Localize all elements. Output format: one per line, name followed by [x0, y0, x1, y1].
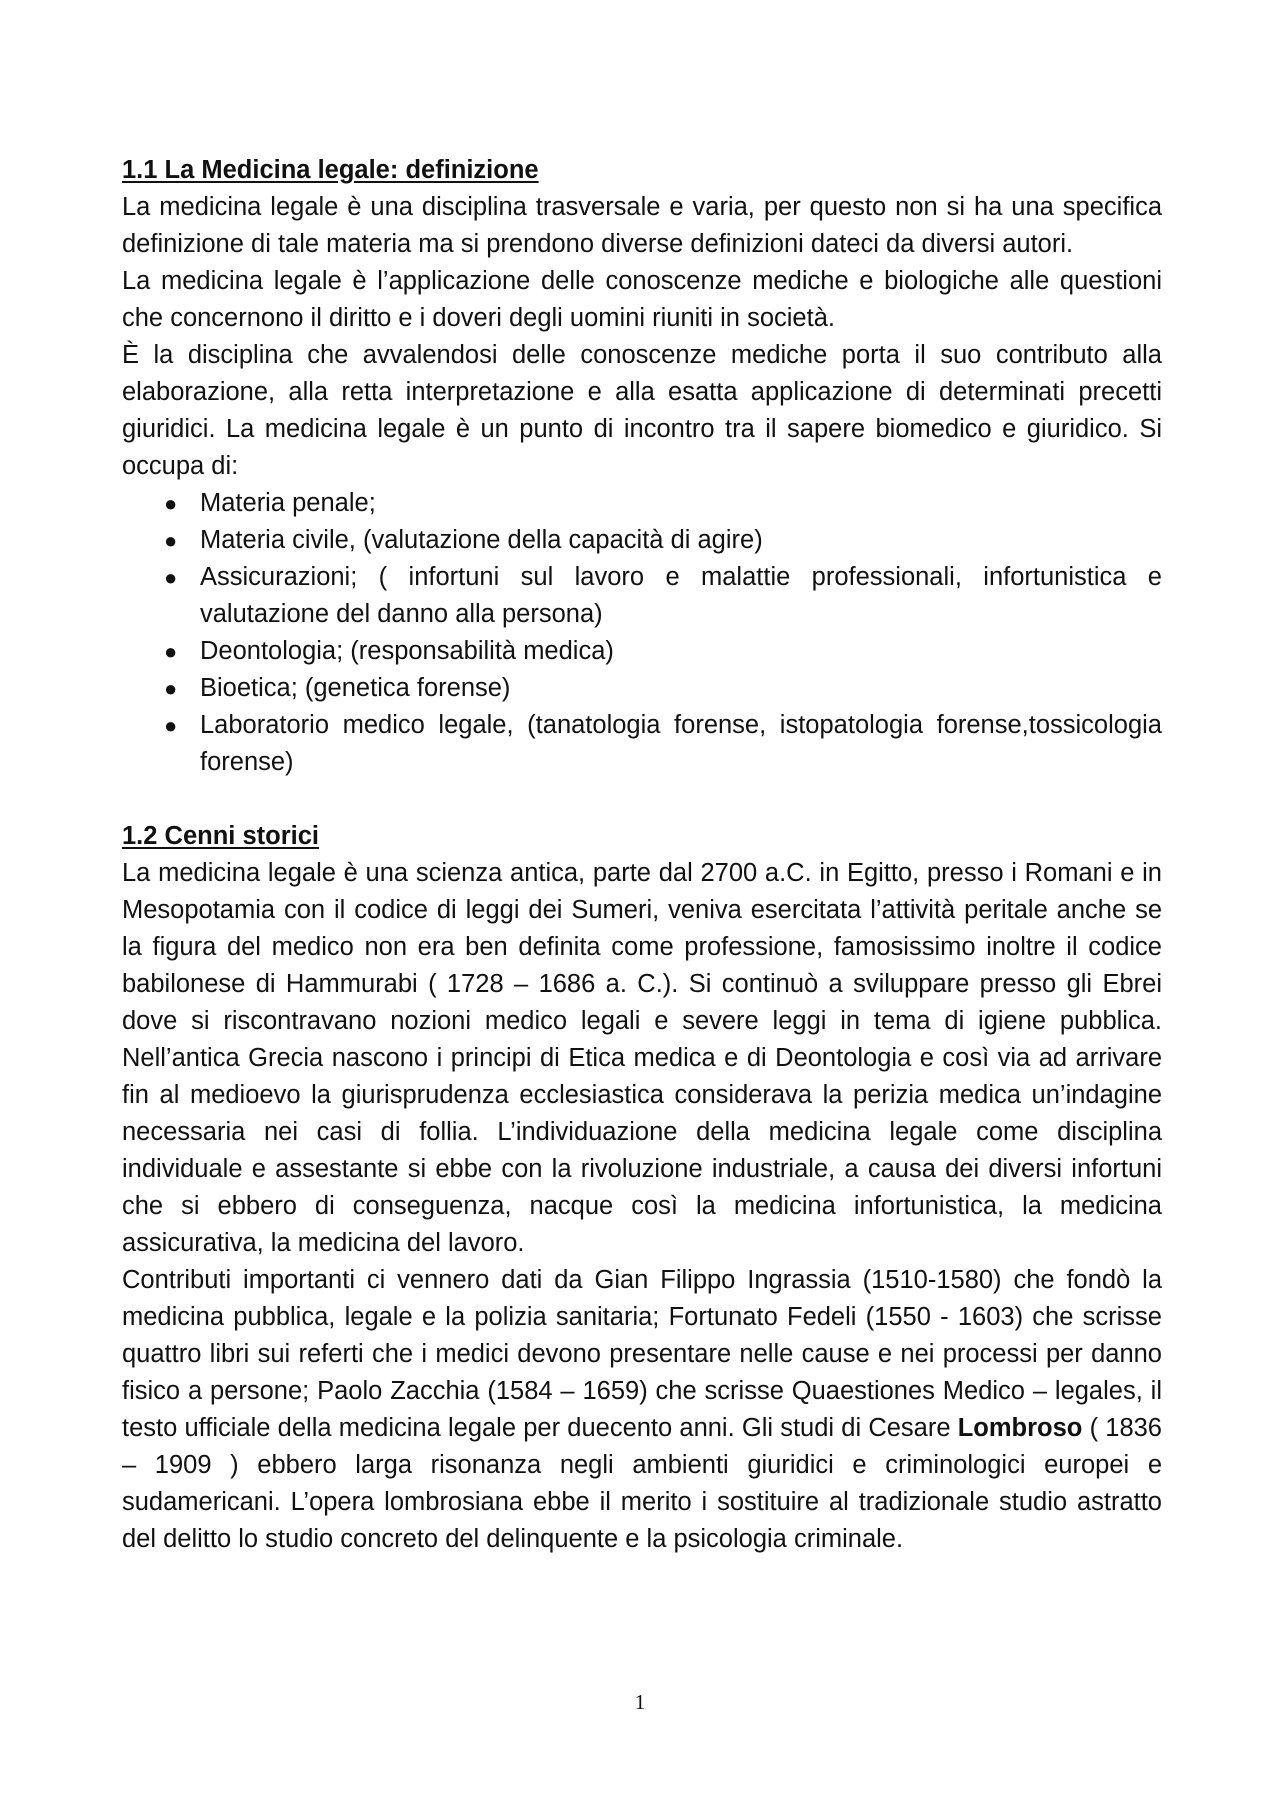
section-title-definizione: 1.1 La Medicina legale: definizione — [122, 156, 539, 184]
paragraph: Contributi importanti ci vennero dati da Gian Filippo Ingrassia (1510-1580) che fondò la medicina pubblica, legale e la polizia sanitaria; Fortunato Fedeli (1550 - 1603) che scrisse quattro libri sui referti che i medici devono presentare nelle cause e nei processi per danno fisico a persone; Paolo Zacchia (1584 – 1659) che scrisse Quaestiones Medico – legales, il testo ufficiale della medicina legale per duecento anni. Gli studi di Cesare Lombroso ( 1836 – 1909 ) ebbero larga risonanza negli ambienti giuridici e criminologici europei e sudamericani. L’opera lombrosiana ebbe il merito i sostituire al tradizionale studio astratto del delitto lo studio concreto del delinquente e la psicologia criminale. — [122, 1266, 1162, 1553]
bullet-icon: ● — [164, 639, 178, 664]
section-spacer — [122, 781, 1162, 818]
list-item: ● Assicurazioni; ( infortuni sul lavoro e malattie professionali, infortunistica e valutazione del danno alla persona) — [122, 559, 1162, 633]
list-item: ● Laboratorio medico legale, (tanatologia forense, istopatologia forense,tossicologia forense) — [122, 707, 1162, 781]
list-item: ● Materia penale; — [122, 485, 1162, 522]
document-page — [122, 152, 1162, 1558]
bullet-icon: ● — [164, 491, 178, 516]
list-item: ● Bioetica; (genetica forense) — [122, 670, 1162, 707]
bullet-icon: ● — [164, 528, 178, 553]
paragraph: La medicina legale è una disciplina trasversale e varia, per questo non si ha una specifica definizione di tale materia ma si prendono diverse definizioni dateci da diversi autori. — [122, 193, 1162, 258]
bold-name-lombroso: Lombroso — [957, 1414, 1083, 1442]
bullet-icon: ● — [164, 565, 178, 590]
paragraph: È la disciplina che avvalendosi delle conoscenze mediche porta il suo contributo alla elaborazione, alla retta interpretazione e alla esatta applicazione di determinati precetti giuridici. La medicina legale è un punto di incontro tra il sapere biomedico e giuridico. Si occupa di: — [122, 341, 1162, 480]
list-item: ● Deontologia; (responsabilità medica) — [122, 633, 1162, 670]
bullet-list — [122, 485, 1162, 781]
paragraph: La medicina legale è una scienza antica, parte dal 2700 a.C. in Egitto, presso i Romani e in Mesopotamia con il codice di leggi dei Sumeri, veniva esercitata l’attività peritale anche se la figura del medico non era ben definita come professione, famosissimo inoltre il codice babilonese di Hammurabi ( 1728 – 1686 a. C.). Si continuò a sviluppare presso gli Ebrei dove si riscontravano nozioni medico legali e severe leggi in tema di igiene pubblica. Nell’antica Grecia nascono i principi di Etica medica e di Deontologia e così via ad arrivare fin al medioevo la giurisprudenza ecclesiastica considerava la perizia medica un’indagine necessaria nei casi di follia. L’individuazione della medicina legale come disciplina individuale e assestante si ebbe con la rivoluzione industriale, a causa dei diversi infortuni che si ebbero di conseguenza, nacque così la medicina infortunistica, la medicina assicurativa, la medicina del lavoro. — [122, 859, 1162, 1257]
paragraph: La medicina legale è l’applicazione delle conoscenze mediche e biologiche alle questioni che concernono il diritto e i doveri degli uomini riuniti in società. — [122, 267, 1162, 332]
section-title-cenni-storici: 1.2 Cenni storici — [122, 822, 319, 850]
bullet-icon: ● — [164, 676, 178, 701]
page-number: 1 — [634, 1690, 646, 1714]
bullet-icon: ● — [164, 713, 178, 738]
list-item: ● Materia civile, (valutazione della capacità di agire) — [122, 522, 1162, 559]
